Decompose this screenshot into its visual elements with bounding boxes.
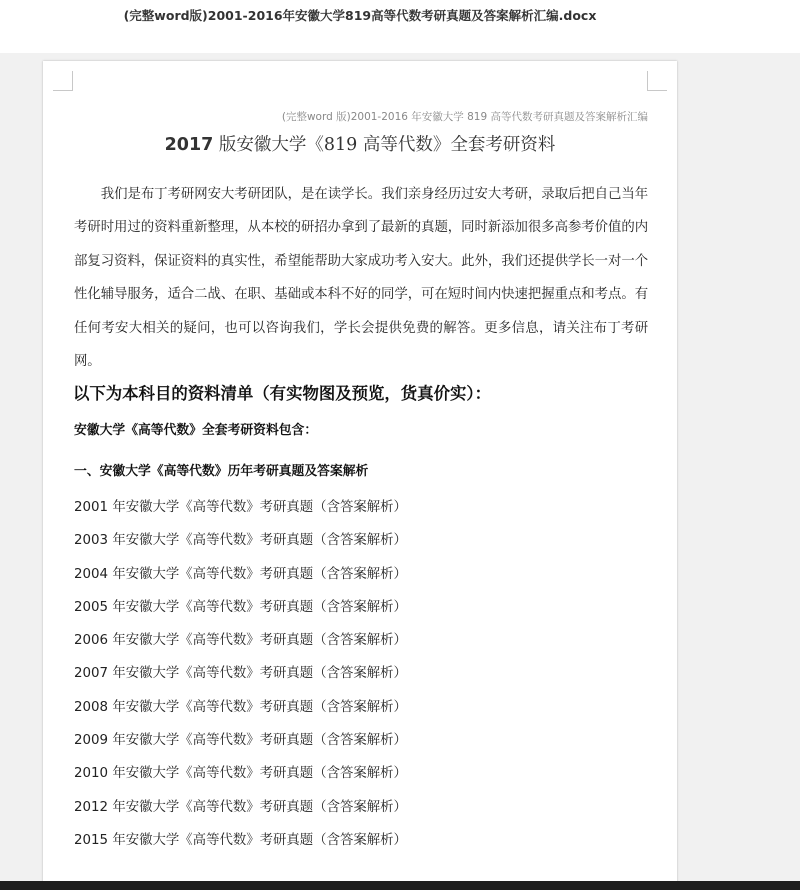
margin-corner-top-right	[647, 71, 667, 91]
list-item: 2006 年安徽大学《高等代数》考研真题（含答案解析）	[74, 633, 407, 649]
document-filename: (完整word版)2001-2016年安徽大学819高等代数考研真题及答案解析汇编.docx	[123, 8, 597, 23]
package-heading: 安徽大学《高等代数》全套考研资料包含：	[74, 423, 318, 438]
title-bar	[0, 0, 800, 53]
section-heading: 以下为本科目的资料清单（有实物图及预览，货真价实）：	[73, 384, 491, 403]
intro-paragraph: 我们是布丁考研网安大考研团队，是在读学长。我们亲身经历过安大考研，录取后把自己当年考研时用过的资料重新整理，从本校的研招办拿到了最新的真题，同时新添加很多高参考价值的内部复习资料，保证资料的真实性，希望能帮助大家成功考入安大。此外，我们还提供学长一对一个性化辅导服务，适合二战、在职、基础或本科不好的同学，可在短时间内快速把握重点和考点。有任何考安大相关的疑问，也可以咨询我们，学长会提供免费的解答。更多信息，请关注布丁考研网。	[74, 187, 648, 370]
part1-heading: 一、安徽大学《高等代数》历年考研真题及答案解析	[74, 464, 369, 479]
page-title	[43, 131, 677, 156]
list-item: 2003 年安徽大学《高等代数》考研真题（含答案解析）	[74, 533, 407, 549]
list-item: 2008 年安徽大学《高等代数》考研真题（含答案解析）	[74, 699, 407, 715]
page-header: (完整word 版)2001-2016 年安徽大学 819 高等代数考研真题及答案解析汇编	[281, 111, 648, 123]
exam-list	[74, 497, 407, 863]
margin-corner-top-left	[53, 71, 73, 91]
list-item: 2005 年安徽大学《高等代数》考研真题（含答案解析）	[74, 599, 407, 615]
page-title-year: 2017	[164, 135, 214, 155]
list-item: 2001 年安徽大学《高等代数》考研真题（含答案解析）	[74, 500, 407, 515]
document-viewer[interactable]	[0, 53, 800, 881]
list-item: 2009 年安徽大学《高等代数》考研真题（含答案解析）	[74, 733, 407, 749]
list-item: 2015 年安徽大学《高等代数》考研真题（含答案解析）	[74, 832, 407, 848]
document-page	[43, 61, 677, 881]
list-item: 2007 年安徽大学《高等代数》考研真题（含答案解析）	[74, 666, 407, 682]
page-title-text: 版安徽大学《819 高等代数》全套考研资料	[213, 135, 556, 155]
list-item: 2004 年安徽大学《高等代数》考研真题（含答案解析）	[74, 566, 407, 582]
list-item: 2010 年安徽大学《高等代数》考研真题（含答案解析）	[74, 766, 407, 782]
bottom-toolbar	[0, 881, 800, 890]
list-item: 2012 年安徽大学《高等代数》考研真题（含答案解析）	[74, 799, 407, 815]
